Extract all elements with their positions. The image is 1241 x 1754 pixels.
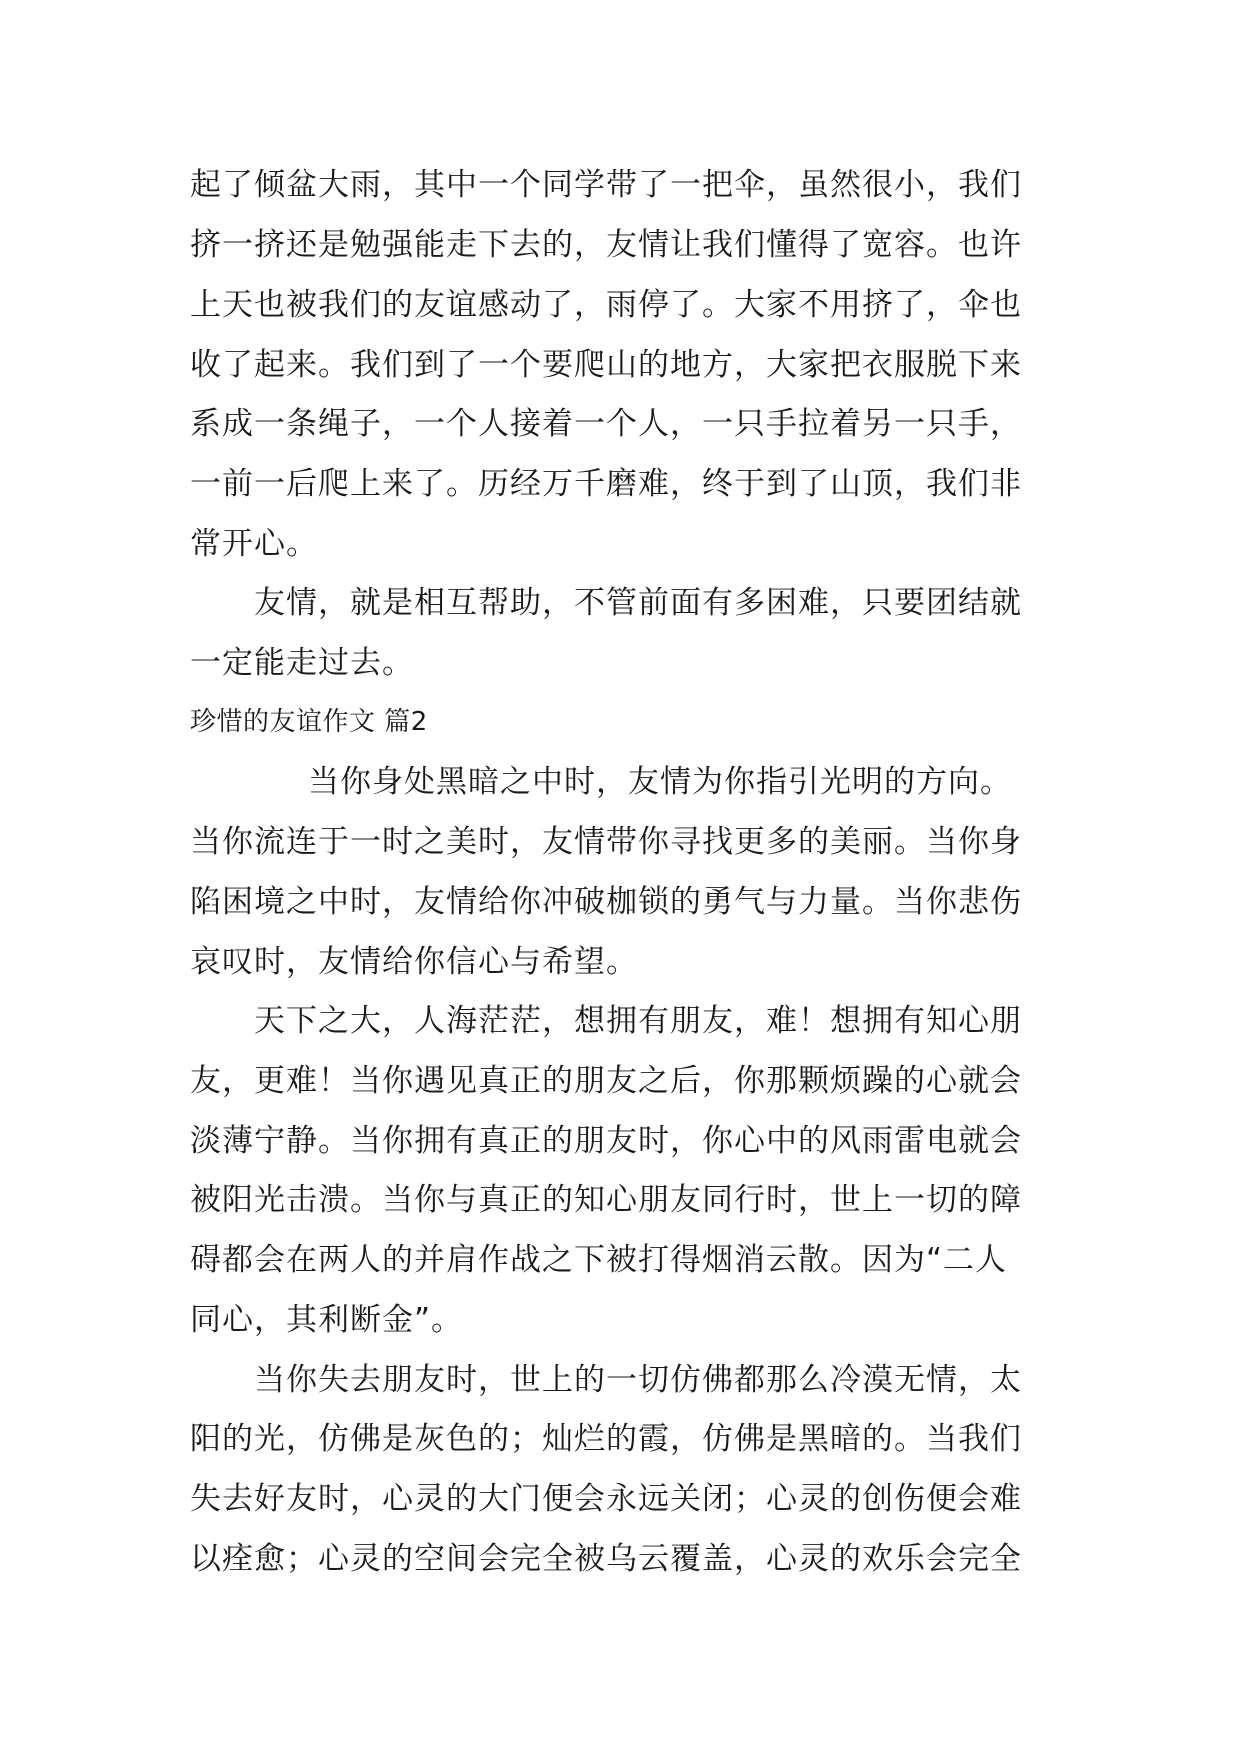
text-line: 一定能走过去。 (190, 645, 414, 681)
paragraph-start-line: 当你失去朋友时，世上的一切仿佛都那么冷漠无情，太 (254, 1362, 1022, 1398)
text-line: 以痊愈；心灵的空间会完全被乌云覆盖，心灵的欢乐会完全 (190, 1541, 1022, 1577)
text-line: 上天也被我们的友谊感动了，雨停了。大家不用挤了，伞也 (190, 287, 1022, 323)
text-line: 陷困境之中时，友情给你冲破枷锁的勇气与力量。当你悲伤 (190, 884, 1022, 920)
text-line: 失去好友时，心灵的大门便会永远关闭；心灵的创伤便会难 (190, 1481, 1022, 1517)
text-line: 一前一后爬上来了。历经万千磨难，终于到了山顶，我们非 (190, 466, 1022, 502)
text-line: 被阳光击溃。当你与真正的知心朋友同行时，世上一切的障 (190, 1182, 1022, 1218)
text-line: 友，更难！当你遇见真正的朋友之后，你那颗烦躁的心就会 (190, 1063, 1022, 1099)
paragraph-start-line: 友情，就是相互帮助，不管前面有多困难，只要团结就 (254, 585, 1022, 621)
text-line: 哀叹时，友情给你信心与希望。 (190, 944, 638, 980)
text-line: 挤一挤还是勉强能走下去的，友情让我们懂得了宽容。也许 (190, 227, 1022, 263)
text-line: 同心，其利断金”。 (190, 1302, 464, 1338)
paragraph-start-line: 当你身处黑暗之中时，友情为你指引光明的方向。 (308, 764, 1012, 800)
text-line: 起了倾盆大雨，其中一个同学带了一把伞，虽然很小，我们 (190, 167, 1022, 203)
text-line: 当你流连于一时之美时，友情带你寻找更多的美丽。当你身 (190, 824, 1022, 860)
text-line: 收了起来。我们到了一个要爬山的地方，大家把衣服脱下来 (190, 347, 1022, 383)
text-line: 系成一条绳子，一个人接着一个人，一只手拉着另一只手， (190, 406, 1022, 442)
section-heading: 珍惜的友谊作文 篇2 (190, 707, 428, 737)
text-line: 碍都会在两人的并肩作战之下被打得烟消云散。因为“二人 (190, 1242, 1008, 1278)
text-line: 阳的光，仿佛是灰色的；灿烂的霞，仿佛是黑暗的。当我们 (190, 1421, 1022, 1457)
text-line: 常开心。 (190, 526, 318, 562)
paragraph-start-line: 天下之大，人海茫茫，想拥有朋友，难！想拥有知心朋 (254, 1003, 1022, 1039)
text-line: 淡薄宁静。当你拥有真正的朋友时，你心中的风雨雷电就会 (190, 1123, 1022, 1159)
